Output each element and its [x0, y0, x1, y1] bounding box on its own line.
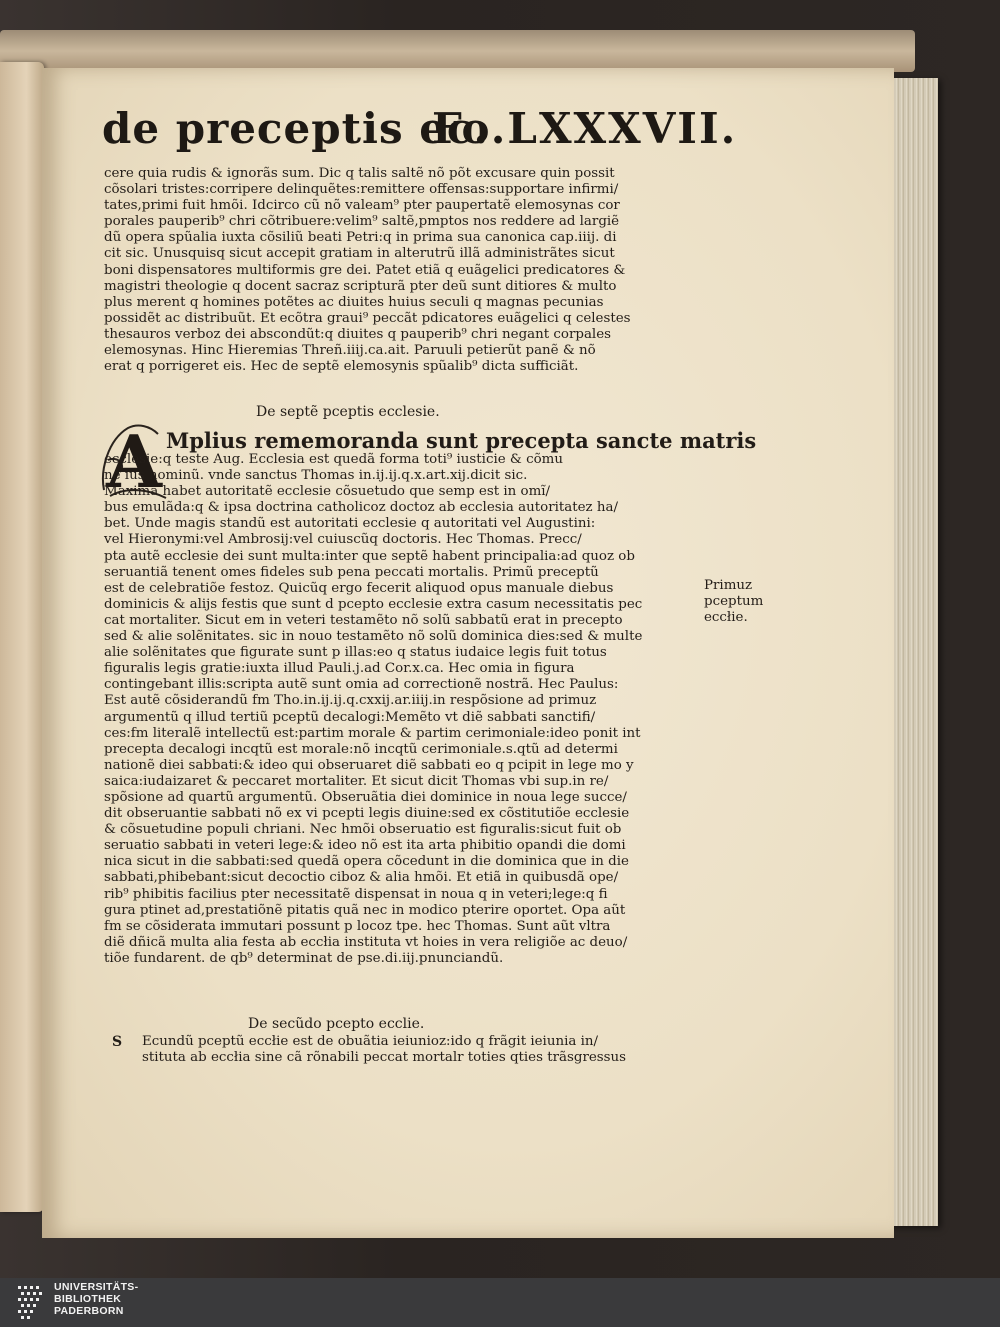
text-line: Ecundũ pceptũ eccłie est de obuãtia ieiunioz:ido q frãgit ieiunia in/ [142, 1034, 599, 1049]
text-line: diẽ dñicã multa alia festa ab eccłia instituta vt hoies in vera religiõe ac deuo/ [104, 934, 628, 950]
text-line: dũ opera spũalia iuxta cõsiliũ beati Petri:q in prima sua canonica cap.iiij. di [104, 230, 617, 246]
text-line: rib⁹ phibitis facilius pter necessitatẽ dispensat in noua q in veteri;lege:q fi [104, 886, 608, 902]
facing-page-edge [0, 62, 44, 1212]
text-line: pceptum [704, 594, 764, 610]
text-line: vel Hieronymi:vel Ambrosij:vel cuiuscũq doctoris. Hec Thomas. Precc/ [104, 532, 582, 548]
text-line: Est autẽ cõsiderandũ fm Tho.in.ij.ij.q.cxxij.ar.iiij.in respõsione ad primuz [104, 693, 597, 709]
library-name-line-2: BIBLIOTHEK [54, 1293, 122, 1305]
section-heading: De septẽ pceptis ecclesie. [256, 404, 440, 420]
chapter-opening-line: Mplius rememoranda sunt precepta sancte matris [166, 428, 757, 453]
library-footer [0, 1278, 1000, 1327]
library-logo-icon [16, 1284, 46, 1322]
folio-number: Fo.LXXXVII. [432, 104, 738, 153]
library-name-line-1: UNIVERSITÄTS- [54, 1281, 139, 1293]
text-line: thesauros verboz dei abscondũt:q diuites q pauperib⁹ chri negant corpales [104, 326, 612, 342]
text-line: ecclesie:q teste Aug. Ecclesia est quedã forma toti⁹ iusticie & cõmu [104, 452, 563, 467]
text-line: dit obseruantie sabbati nõ ex vi pcepti legis diuine:sed ex cõstitutiõe ecclesie [104, 806, 630, 822]
drop-cap-initial: A [106, 419, 162, 504]
text-line: bus emulãda:q & ipsa doctrina catholicoz doctoz ab ecclesia autoritatez ha/ [104, 500, 618, 516]
text-line: porales pauperib⁹ chri cõtribuere:velim⁹ saltẽ,pmptos nos reddere ad largiẽ [104, 214, 620, 230]
text-line: cere quia rudis & ignorãs sum. Dic q talis saltẽ nõ põt excusare quin possit [104, 166, 615, 181]
text-line: dominicis & alijs festis que sunt d pcepto ecclesie extra casum necessitatis pec [104, 596, 643, 612]
text-line: tates,primi fuit hmõi. Idcirco cũ nõ valeam⁹ pter paupertatẽ elemosynas cor [104, 198, 620, 214]
library-name-line-3: PADERBORN [54, 1305, 124, 1317]
text-line: possidẽt ac distribuũt. Et ecõtra graui⁹ peccãt pdicatores euãgelici q celestes [104, 310, 631, 326]
text-line: sed & alie solẽnitates. sic in nouo testamẽto nõ solũ dominica dies:sed & multe [104, 629, 643, 645]
marginal-note [704, 578, 763, 626]
text-line: cit sic. Unusquisq sicut accepit gratiam in alterutrũ illã administrãtes sicut [104, 246, 615, 262]
text-line: magistri theologie q docent sacraz scripturã pter deũ sunt ditiores & multo [104, 278, 617, 294]
book-page [42, 68, 894, 1238]
text-block-3 [142, 1034, 626, 1066]
text-line: nica sicut in die sabbati:sed quedã opera cõcedunt in die dominica que in die [104, 854, 629, 870]
section-initial: S [112, 1034, 123, 1050]
library-name [54, 1281, 138, 1317]
text-line: precepta decalogi incqtũ est morale:nõ incqtũ cerimoniale.s.qtũ ad determi [104, 741, 618, 757]
section-heading-2: De secũdo pcepto ecclie. [248, 1016, 425, 1032]
book-top-edge [0, 30, 915, 72]
text-line: figuralis legis gratie:iuxta illud Pauli.j.ad Cor.x.ca. Hec omia in figura [104, 661, 575, 677]
text-line: seruatio sabbati in veteri lege:& ideo nõ est ita arta phibitio opandi die domi [104, 838, 626, 854]
text-line: gura ptinet ad,prestatiõnẽ pitatis quã nec in modico pterire oportet. Opa aũt [104, 902, 626, 918]
text-line: saica:iudaizaret & peccaret mortaliter. Et sicut dicit Thomas vbi sup.in re/ [104, 773, 609, 789]
running-title: de preceptis ec. [102, 104, 490, 153]
text-line: eccłie. [704, 610, 748, 626]
text-line: boni dispensatores multiformis gre dei. Patet etiã q euãgelici predicatores & [104, 262, 626, 278]
text-line: bet. Unde magis standũ est autoritati ecclesie q autoritati vel Augustini: [104, 516, 596, 532]
text-line: ces:fm literalẽ intellectũ est:partim morale & partim cerimoniale:ideo ponit int [104, 725, 641, 741]
text-line: & cõsuetudine populi chriani. Nec hmõi obseruatio est figuralis:sicut fuit ob [104, 822, 622, 838]
text-line: elemosynas. Hinc Hieremias Threñ.iiij.ca.ait. Paruuli petierũt panẽ & nõ [104, 343, 596, 359]
text-line: nationẽ diei sabbati:& ideo qui obseruaret diẽ sabbati eo q pcipit in lege mo y [104, 757, 634, 773]
text-line: spõsione ad quartũ argumentũ. Obseruãtia diei dominice in noua lege succe/ [104, 789, 627, 805]
text-line: est de celebratiõe festoz. Quicũq ergo fecerit aliquod opus manuale diebus [104, 580, 614, 596]
text-line: argumentũ q illud tertiũ pceptũ decalogi:Memẽto vt diẽ sabbati sanctifi/ [104, 709, 596, 725]
text-line: cõsolari tristes:corripere delinquẽtes:remittere offensas:supportare infirmi/ [104, 182, 619, 198]
text-line: Primuz [704, 578, 753, 593]
text-line: contingebant illis:scripta autẽ sunt omia ad correctionẽ nostrã. Hec Paulus: [104, 677, 619, 693]
text-line: Maximã habet autoritatẽ ecclesie cõsuetudo que semp est in omĩ/ [104, 484, 551, 500]
text-line: stituta ab eccłia sine cã rõnabili peccat mortalr toties qties trãsgressus [142, 1050, 627, 1066]
text-line: fm se cõsiderata immutari possunt p locoz tpe. hec Thomas. Sunt aũt vltra [104, 918, 611, 934]
text-block-2 [104, 452, 642, 967]
text-line: alie solẽnitates que figurate sunt p illas:eo q status iudaice legis fuit totus [104, 645, 607, 661]
text-line: plus merent q homines potẽtes ac diuites huius seculi q magnas pecunias [104, 294, 604, 310]
text-line: sabbati,phibebant:sicut decoctio ciboz & alia hmõi. Et etiã in quibusdã ope/ [104, 870, 619, 886]
text-line: pta autẽ ecclesie dei sunt multa:inter que septẽ habent principalia:ad quoz ob [104, 548, 635, 564]
text-line: erat q porrigeret eis. Hec de septẽ elemosynis spũalib⁹ dicta sufficiãt. [104, 359, 579, 375]
text-line: cat mortaliter. Sicut em in veteri testamẽto nõ solũ sabbatũ erat in precepto [104, 612, 623, 628]
text-line: seruantiã tenent omes fideles sub pena peccati mortalis. Primũ preceptũ [104, 564, 599, 580]
text-block-1 [104, 166, 631, 375]
running-header [102, 104, 762, 164]
text-line: ne ius hominũ. vnde sanctus Thomas in.ij.ij.q.x.art.xij.dicit sic. [104, 468, 528, 484]
text-line: tiõe fundarent. de qb⁹ determinat de pse.di.iij.pnunciandũ. [104, 950, 504, 966]
